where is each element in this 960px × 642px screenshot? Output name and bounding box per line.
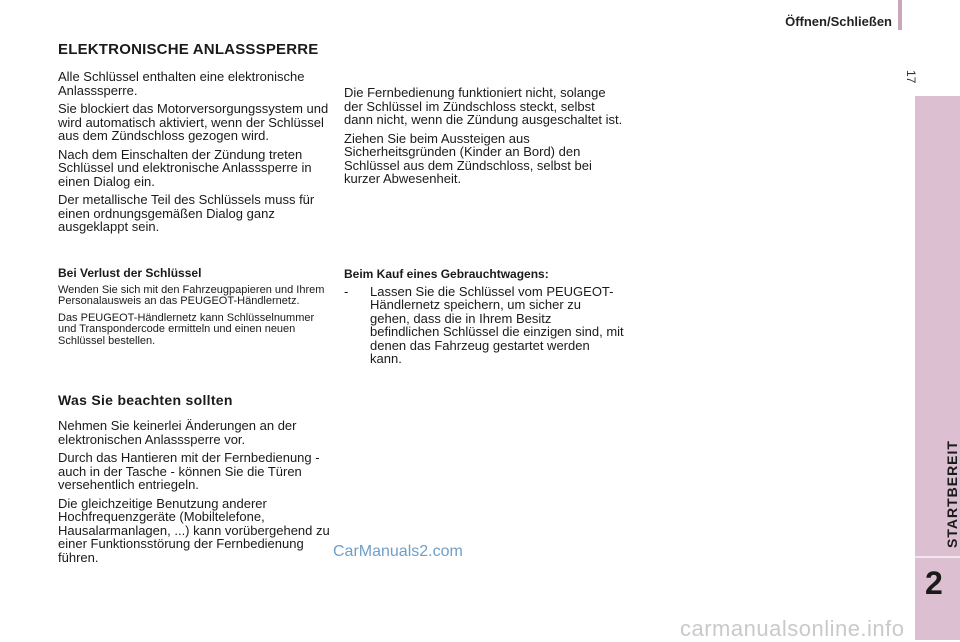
- bullet-dash: -: [344, 283, 349, 299]
- paragraph: Nehmen Sie keinerlei Änderungen an der elektronischen Anlasssperre vor.: [58, 418, 297, 447]
- paragraph: Die gleichzeitige Benutzung anderer Hochfrequenzgeräte (Mobiltelefone, Hausalarmanlagen, ...) kann vorübergehend zu einer Funktionsstörung der Fernbedienung führen.: [58, 495, 330, 565]
- carmanuals-watermark[interactable]: CarManuals2.com: [333, 543, 463, 560]
- intro-right-column: [344, 86, 624, 191]
- notes-heading: Was Sie beachten sollten: [58, 392, 233, 408]
- section-title: ELEKTRONISCHE ANLASSSPERRE: [58, 41, 319, 58]
- paragraph: Durch das Hantieren mit der Fernbedienung - auch in der Tasche - können Sie die Türen versehentlich entriegeln.: [58, 450, 320, 492]
- chapter-number: 2: [925, 565, 943, 601]
- paragraph: Sie blockiert das Motorversorgungssystem und wird automatisch aktiviert, wenn der Schlüssel aus dem Zündschloss gezogen wird.: [58, 101, 329, 143]
- lost-keys-section: [58, 267, 333, 352]
- paragraph: Alle Schlüssel enthalten eine elektronische Anlasssperre.: [58, 69, 305, 98]
- notes-column: [58, 419, 333, 569]
- page-number: 17: [904, 70, 918, 84]
- paragraph: Die Fernbedienung funktioniert nicht, solange der Schlüssel im Zündschloss steckt, selbst dann nicht, wenn die Zündung ausgeschaltet ist.: [344, 85, 623, 127]
- chapter-side-tab: [915, 96, 960, 640]
- header-accent-bar: [898, 0, 902, 30]
- paragraph: Das PEUGEOT-Händlernetz kann Schlüsselnummer und Transpondercode ermitteln und einen neuen Schlüssel bestellen.: [58, 311, 315, 347]
- used-car-section: [344, 268, 624, 366]
- bullet-text: Lassen Sie die Schlüssel vom PEUGEOT-Händlernetz speichern, um sicher zu gehen, dass die in Ihrem Besitz befindlichen Schlüssel die einzigen sind, mit denen das Fahrzeug gestartet werden kann.: [370, 283, 624, 366]
- side-tab-divider: [915, 556, 960, 558]
- paragraph: Ziehen Sie beim Aussteigen aus Sicherheitsgründen (Kinder an Bord) den Schlüssel aus dem Zündschloss, selbst bei kurzer Abwesenheit.: [344, 130, 592, 186]
- paragraph: Wenden Sie sich mit den Fahrzeugpapieren und Ihrem Personalausweis an das PEUGEOT-Händlernetz.: [58, 283, 325, 307]
- chapter-label: STARTBEREIT: [944, 440, 960, 548]
- list-item: [344, 285, 624, 366]
- carmanualsonline-watermark[interactable]: carmanualsonline.info: [680, 616, 905, 641]
- used-car-heading: Beim Kauf eines Gebrauchtwagens:: [344, 267, 549, 281]
- lost-keys-heading: Bei Verlust der Schlüssel: [58, 266, 202, 280]
- paragraph: Nach dem Einschalten der Zündung treten Schlüssel und elektronische Anlasssperre in einen Dialog ein.: [58, 146, 312, 189]
- intro-left-column: [58, 70, 333, 239]
- page-header-title: Öffnen/Schließen: [785, 14, 892, 29]
- paragraph: Der metallische Teil des Schlüssels muss für einen ordnungsgemäßen Dialog ganz ausgeklappt sein.: [58, 192, 315, 234]
